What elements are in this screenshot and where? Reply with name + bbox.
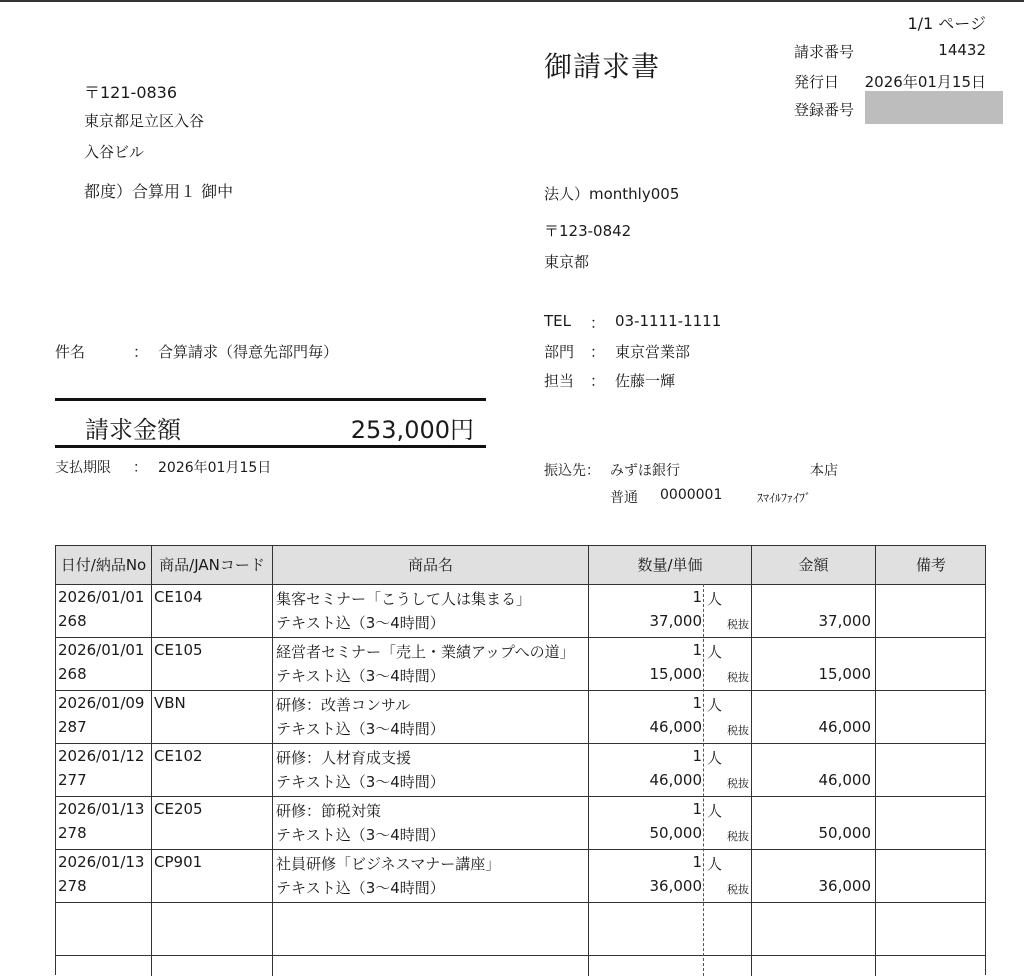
recipient-name: 都度）合算用１ 御中 [84, 182, 234, 201]
row-unit: 人 [707, 590, 723, 608]
tel-value: 03-1111-1111 [615, 312, 722, 330]
col-divider [151, 546, 152, 976]
row-code: CE205 [154, 800, 203, 818]
row-unit: 人 [707, 749, 723, 767]
recipient-address2: 入谷ビル [84, 143, 145, 161]
row-unit-price: 15,000 [649, 665, 702, 683]
row-unit-price: 50,000 [649, 824, 702, 842]
row-code: VBN [154, 694, 186, 712]
row-product-name: 研修：節税対策 [276, 802, 382, 820]
recipient-postal: 〒121-0836 [84, 83, 178, 102]
due-value: 2026年01月15日 [158, 460, 272, 476]
row-amount: 46,000 [818, 718, 871, 736]
col-divider [751, 546, 752, 976]
row-unit-price: 46,000 [649, 718, 702, 736]
row-tax-type: 税抜 [727, 777, 749, 790]
table-row [56, 796, 985, 850]
row-product-note: テキスト込（3〜4時間） [276, 720, 445, 738]
table-row [56, 584, 985, 638]
row-quantity: 1 [692, 853, 702, 871]
row-quantity: 1 [692, 800, 702, 818]
row-unit: 人 [707, 696, 723, 714]
th-code: 商品/JANコード [159, 556, 265, 574]
row-amount: 46,000 [818, 771, 871, 789]
row-tax-type: 税抜 [727, 724, 749, 737]
row-amount: 50,000 [818, 824, 871, 842]
row-product-name: 社員研修「ビジネスマナー講座」 [276, 855, 501, 873]
row-unit-price: 37,000 [649, 612, 702, 630]
row-unit-price: 46,000 [649, 771, 702, 789]
account-type: 普通 [610, 490, 638, 506]
total-label: 請求金額 [85, 416, 181, 444]
th-name: 商品名 [407, 556, 453, 574]
row-amount: 36,000 [818, 877, 871, 895]
row-delivery-no: 268 [58, 665, 87, 683]
account-no: 0000001 [660, 487, 723, 503]
row-date: 2026/01/13 [58, 853, 145, 871]
person-colon: ： [590, 372, 606, 390]
row-code: CP901 [154, 853, 203, 871]
th-qty-price: 数量/単価 [637, 556, 703, 574]
row-amount: 37,000 [818, 612, 871, 630]
sender-address: 東京都 [544, 253, 590, 271]
issue-date-label: 発行日 [794, 73, 840, 91]
table-row [56, 690, 985, 744]
row-code: CE104 [154, 588, 203, 606]
row-quantity: 1 [692, 747, 702, 765]
total-value: 253,000円 [350, 416, 474, 444]
col-divider [875, 546, 876, 976]
row-date: 2026/01/13 [58, 800, 145, 818]
row-date: 2026/01/01 [58, 588, 145, 606]
row-quantity: 1 [692, 694, 702, 712]
account-holder: ｽﾏｲﾙﾌｧｲﾌﾞ [757, 491, 812, 505]
row-tax-type: 税抜 [727, 671, 749, 684]
table-row [56, 743, 985, 797]
sender-postal: 〒123-0842 [544, 222, 632, 240]
row-quantity: 1 [692, 641, 702, 659]
registration-label: 登録番号 [794, 101, 855, 119]
row-product-note: テキスト込（3〜4時間） [276, 614, 445, 632]
tel-label: TEL [544, 312, 571, 330]
row-date: 2026/01/12 [58, 747, 145, 765]
table-row-empty [56, 902, 985, 956]
total-amount-box [55, 398, 486, 448]
row-tax-type: 税抜 [727, 618, 749, 631]
row-product-note: テキスト込（3〜4時間） [276, 667, 445, 685]
row-date: 2026/01/01 [58, 641, 145, 659]
registration-redacted [865, 91, 1003, 124]
due-colon: ： [133, 460, 147, 476]
row-delivery-no: 287 [58, 718, 87, 736]
subject-label: 件名 [55, 343, 86, 361]
tel-colon: ： [590, 314, 606, 332]
row-product-name: 研修：人材育成支援 [276, 749, 412, 767]
row-product-name: 経営者セミナー「売上・業績アップへの道」 [276, 643, 575, 661]
subject-value: 合算請求（得意先部門毎） [158, 343, 339, 361]
top-border [0, 0, 1024, 2]
row-product-note: テキスト込（3〜4時間） [276, 773, 445, 791]
col-divider-dotted [703, 584, 704, 976]
row-unit: 人 [707, 855, 723, 873]
th-amount: 金額 [798, 556, 829, 574]
invoice-no-label: 請求番号 [794, 43, 855, 61]
th-note: 備考 [915, 556, 946, 574]
row-unit: 人 [707, 643, 723, 661]
page-indicator: 1/1 ページ [907, 14, 986, 33]
row-quantity: 1 [692, 588, 702, 606]
row-product-name: 研修：改善コンサル [276, 696, 411, 714]
row-code: CE105 [154, 641, 203, 659]
sender-company: 法人）monthly005 [544, 185, 680, 203]
col-divider [588, 546, 589, 976]
row-unit-price: 36,000 [649, 877, 702, 895]
bank-name: みずほ銀行 [610, 463, 680, 479]
table-row [56, 849, 985, 903]
row-amount: 15,000 [818, 665, 871, 683]
table-row [56, 637, 985, 691]
row-tax-type: 税抜 [727, 883, 749, 896]
dept-colon: ： [590, 343, 606, 361]
th-date-no: 日付/納品No [60, 556, 147, 574]
col-divider [272, 546, 273, 976]
subject-colon: ： [133, 343, 149, 361]
row-delivery-no: 278 [58, 824, 87, 842]
issue-date: 2026年01月15日 [864, 73, 986, 91]
table-header [56, 546, 985, 585]
row-product-note: テキスト込（3〜4時間） [276, 826, 445, 844]
invoice-no: 14432 [938, 41, 986, 59]
items-table [55, 545, 986, 975]
person-value: 佐藤一輝 [615, 372, 676, 390]
row-unit: 人 [707, 802, 723, 820]
row-product-note: テキスト込（3〜4時間） [276, 879, 445, 897]
row-delivery-no: 278 [58, 877, 87, 895]
document-title: 御請求書 [544, 50, 661, 83]
dept-value: 東京営業部 [615, 343, 691, 361]
row-tax-type: 税抜 [727, 830, 749, 843]
row-delivery-no: 268 [58, 612, 87, 630]
row-code: CE102 [154, 747, 203, 765]
row-product-name: 集客セミナー「こうして人は集まる」 [276, 590, 532, 608]
due-label: 支払期限 [55, 460, 111, 476]
person-label: 担当 [544, 372, 575, 390]
row-date: 2026/01/09 [58, 694, 145, 712]
bank-branch: 本店 [810, 463, 838, 479]
row-delivery-no: 277 [58, 771, 87, 789]
recipient-address1: 東京都足立区入谷 [84, 112, 205, 130]
dept-label: 部門 [544, 343, 575, 361]
bank-label: 振込先： [544, 463, 600, 479]
